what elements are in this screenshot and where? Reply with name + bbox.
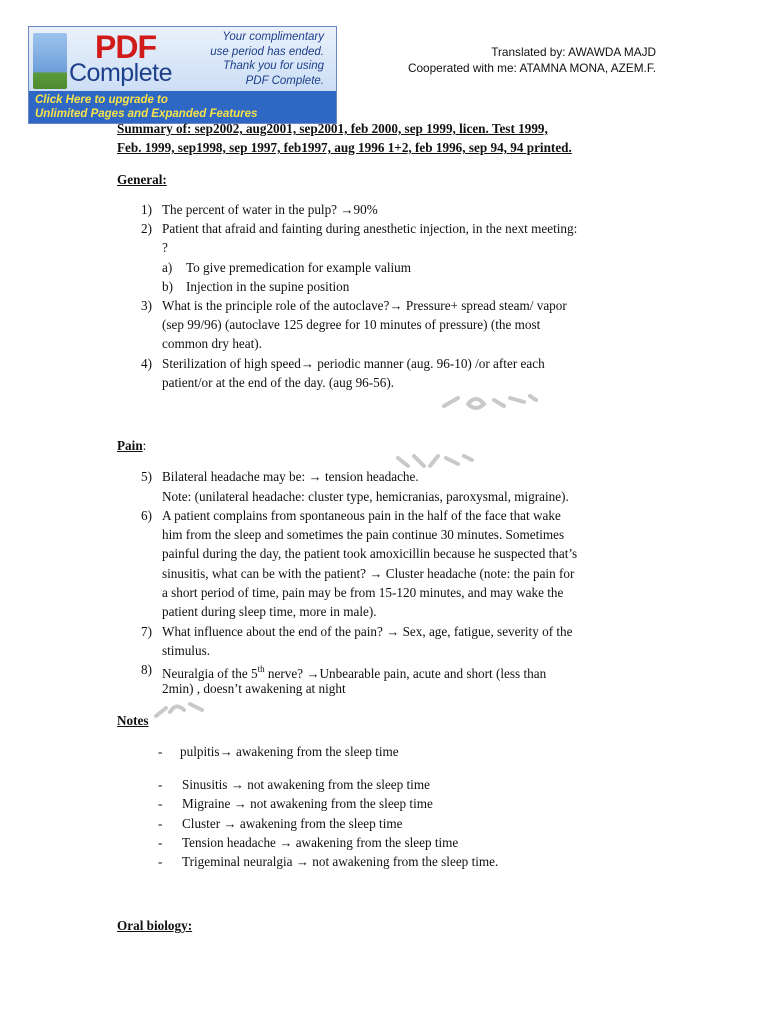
item-number: 1): [141, 202, 152, 217]
note-item: Cluster → awakening from the sleep time: [182, 816, 403, 831]
question-7-line-2: stimulus.: [162, 643, 210, 658]
question-4-line-1: Sterilization of high speed→ periodic manner (aug. 96-10) /or after each: [162, 356, 545, 371]
upgrade-banner[interactable]: [28, 26, 337, 124]
upgrade-link-line2[interactable]: Unlimited Pages and Expanded Features: [35, 108, 258, 120]
q8-text-post: nerve? →Unbearable pain, acute and short (less than: [264, 666, 547, 681]
question-6-line-3: painful during the day, the patient took amoxicillin because he suspected that’s: [162, 546, 578, 561]
summary-line-2: Feb. 1999, sep1998, sep 1997, feb1997, aug 1996 1+2, feb 1996, sep 94, 94 printed.: [117, 140, 572, 155]
question-3-line-1: What is the principle role of the autoclave?→ Pressure+ spread steam/ vapor: [162, 298, 567, 313]
note-item: Migraine → not awakening from the sleep time: [182, 796, 433, 811]
note-dash: -: [158, 796, 163, 811]
question-6-line-2: him from the sleep and sometimes the pain continue 30 minutes. Sometimes: [162, 527, 565, 542]
question-4-line-2: patient/or at the end of the day. (aug 96-56).: [162, 375, 395, 390]
section-heading-notes: Notes: [117, 713, 149, 728]
banner-message-line: PDF Complete.: [245, 74, 324, 87]
question-6-line-4: sinusitis, what can be with the patient? → Cluster headache (note: the pain for: [162, 566, 575, 581]
item-number: 6): [141, 508, 152, 523]
section-heading-pain: [117, 436, 146, 455]
q8-superscript: th: [257, 664, 265, 674]
section-heading-oral-biology: Oral biology:: [117, 918, 193, 933]
sub-item-letter: a): [162, 260, 173, 275]
note-dash: -: [158, 854, 163, 869]
banner-logo-complete: Complete: [69, 59, 172, 87]
banner-figure-icon: [33, 33, 67, 89]
note-item: pulpitis→ awakening from the sleep time: [180, 744, 399, 759]
note-item: Tension headache → awakening from the sleep time: [182, 835, 459, 850]
translator-credit: Translated by: AWAWDA MAJD: [491, 45, 656, 59]
watermark-fragment: [396, 452, 476, 472]
sub-item-letter: b): [162, 279, 173, 294]
question-7-line-1: What influence about the end of the pain? → Sex, age, fatigue, severity of the: [162, 624, 573, 639]
question-1: The percent of water in the pulp? →90%: [162, 202, 378, 217]
question-6-line-5: a short period of time, pain may be from 15-120 minutes, and may wake the: [162, 585, 564, 600]
cooperator-credit: Cooperated with me: ATAMNA MONA, AZEM.F.: [407, 61, 656, 75]
banner-message-line: Your complimentary: [222, 31, 324, 43]
summary-line-1: Summary of: sep2002, aug2001, sep2001, feb 2000, sep 1999, licen. Test 1999,: [117, 121, 548, 136]
banner-message-line: Thank you for using: [222, 60, 324, 72]
question-8-line-2: 2min) , doesn’t awakening at night: [162, 681, 346, 696]
upgrade-link-line1[interactable]: Click Here to upgrade to: [35, 94, 168, 106]
q8-text-pre: Neuralgia of the 5: [162, 666, 258, 681]
question-6-line-1: A patient complains from spontaneous pain in the half of the face that wake: [162, 508, 561, 523]
item-number: 7): [141, 624, 152, 639]
note-dash: -: [158, 835, 163, 850]
question-5-line-1: Bilateral headache may be: → tension headache.: [162, 469, 419, 484]
question-2-line-2: ?: [162, 240, 168, 255]
banner-logo-pdf: PDF: [95, 29, 156, 65]
item-number: 8): [141, 662, 152, 677]
answer-2b: Injection in the supine position: [186, 279, 350, 294]
answer-2a: To give premedication for example valium: [186, 260, 412, 275]
pain-heading-text: Pain: [117, 438, 143, 453]
question-6-line-6: patient during sleep time, more in male).: [162, 604, 377, 619]
note-dash: -: [158, 777, 163, 792]
item-number: 5): [141, 469, 152, 484]
watermark-fragment: [152, 698, 212, 722]
note-dash: -: [158, 816, 163, 831]
item-number: 4): [141, 356, 152, 371]
note-item: Sinusitis → not awakening from the sleep time: [182, 777, 430, 792]
question-3-line-3: common dry heat).: [162, 336, 262, 351]
question-3-line-2: (sep 99/96) (autoclave 125 degree for 10 minutes of pressure) (the most: [162, 317, 541, 332]
question-5-line-2: Note: (unilateral headache: cluster type, hemicranias, paroxysmal, migraine).: [162, 489, 569, 504]
watermark-fragment: [440, 392, 540, 412]
question-2-line-1: Patient that afraid and fainting during anesthetic injection, in the next meeting:: [162, 221, 578, 236]
section-heading-general: General:: [117, 172, 167, 187]
item-number: 2): [141, 221, 152, 236]
pain-heading-colon: :: [142, 438, 147, 453]
item-number: 3): [141, 298, 152, 313]
note-item: Trigeminal neuralgia → not awakening from the sleep time.: [182, 854, 499, 869]
banner-message-line: use period has ended.: [210, 45, 324, 58]
banner-message: [174, 30, 324, 88]
note-dash: -: [158, 744, 163, 759]
